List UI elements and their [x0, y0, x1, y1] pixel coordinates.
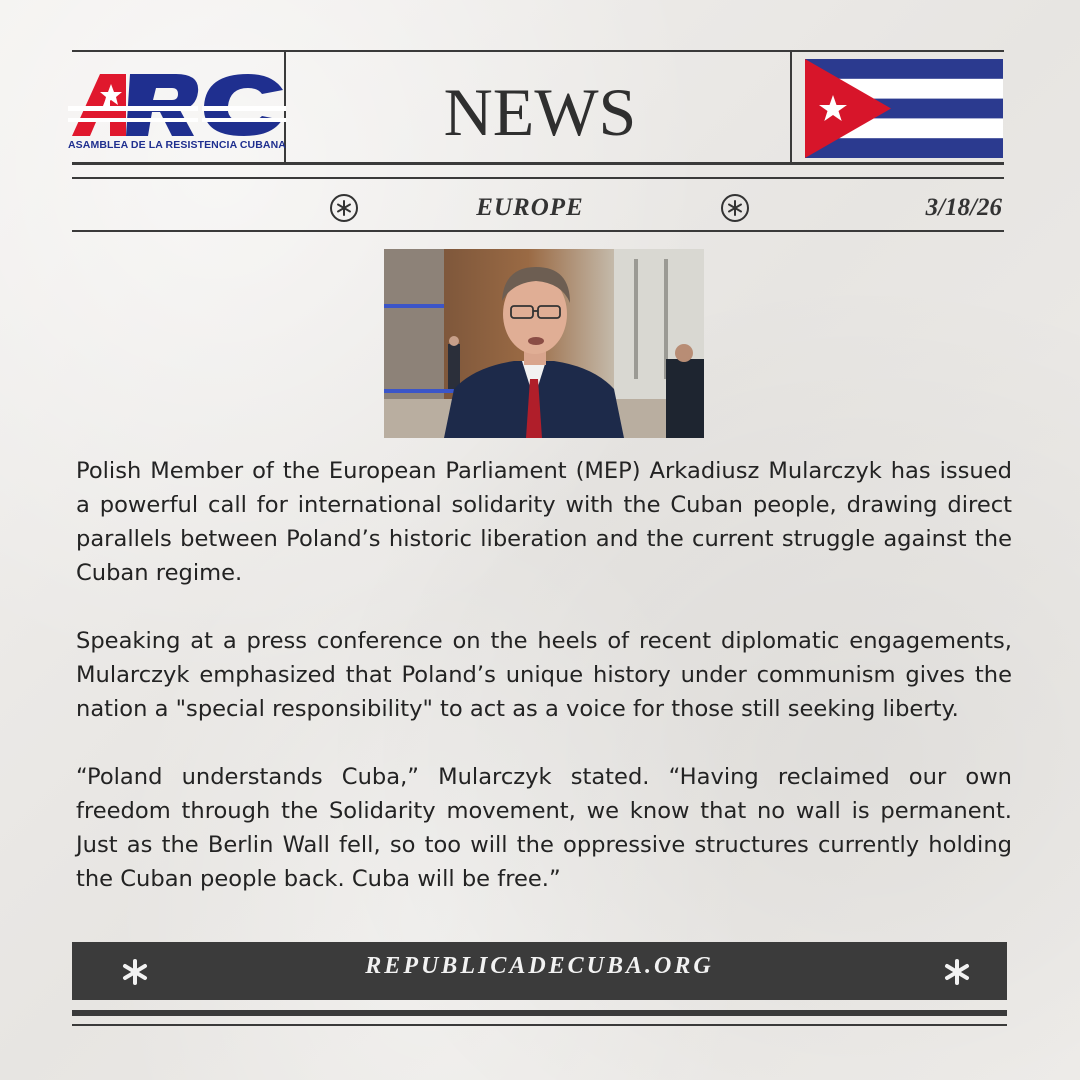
- cuban-flag-icon: [805, 59, 1003, 158]
- asterisk-icon: [942, 957, 972, 987]
- article-paragraph: Speaking at a press conference on the heels of recent diplomatic engagements, Mularczyk emphasized that Poland’s unique history under communism gives the nation a "special responsibility" to act as a voice for those still seeking liberty.: [76, 628, 1012, 722]
- footer-rule-2: [72, 1024, 1007, 1026]
- header-top-rule: [72, 50, 1004, 52]
- header-bottom-rule-2: [72, 177, 1004, 179]
- page-title: NEWS: [443, 74, 637, 150]
- asterisk-circle-icon: [329, 193, 359, 223]
- footer-rule: [72, 1010, 1007, 1016]
- header-divider-right: [790, 50, 792, 164]
- article-paragraph: “Poland understands Cuba,” Mularczyk stated. “Having reclaimed our own freedom through the Solidarity movement, we know that no wall is permanent. Just as the Berlin Wall fell, so too will the oppressive structures currently holding the Cuban people back. Cuba will be free.”: [76, 764, 1012, 892]
- header-bottom-rule: [72, 162, 1004, 165]
- section-label: EUROPE: [476, 194, 584, 221]
- section-bottom-rule: [72, 230, 1004, 232]
- logo-subtitle: ASAMBLEA DE LA RESISTENCIA CUBANA: [68, 139, 286, 151]
- date-label: 3/18/26: [925, 194, 1002, 221]
- article-paragraph: Polish Member of the European Parliament (MEP) Arkadiusz Mularczyk has issued a powerful call for international solidarity with the Cuban people, drawing direct parallels between Poland’s historic liberation and the current struggle against the Cuban regime.: [76, 458, 1012, 586]
- website-link[interactable]: REPUBLICADECUBA.ORG: [365, 953, 714, 979]
- article-photo: [384, 249, 704, 438]
- asterisk-circle-icon: [720, 193, 750, 223]
- article-body: [76, 454, 1012, 930]
